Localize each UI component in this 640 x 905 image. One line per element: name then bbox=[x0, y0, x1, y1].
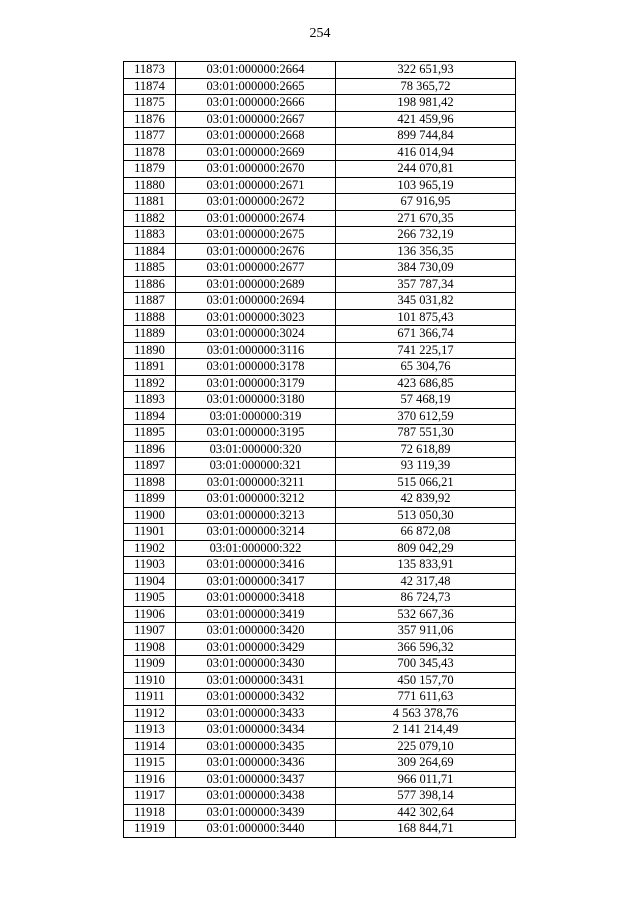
row-number-cell: 11885 bbox=[124, 260, 176, 277]
cadastral-number-cell: 03:01:000000:2671 bbox=[176, 177, 336, 194]
row-number-cell: 11883 bbox=[124, 227, 176, 244]
cadastral-value-cell: 42 317,48 bbox=[336, 573, 516, 590]
cadastral-value-cell: 93 119,39 bbox=[336, 458, 516, 475]
table-row bbox=[124, 656, 516, 673]
table-row bbox=[124, 722, 516, 739]
cadastral-number-cell: 03:01:000000:2694 bbox=[176, 293, 336, 310]
table-row bbox=[124, 309, 516, 326]
table-row bbox=[124, 474, 516, 491]
cadastral-number-cell: 03:01:000000:3213 bbox=[176, 507, 336, 524]
cadastral-number-cell: 03:01:000000:2670 bbox=[176, 161, 336, 178]
cadastral-value-cell: 370 612,59 bbox=[336, 408, 516, 425]
cadastral-number-cell: 03:01:000000:2677 bbox=[176, 260, 336, 277]
cadastral-value-cell: 532 667,36 bbox=[336, 606, 516, 623]
table-row bbox=[124, 540, 516, 557]
cadastral-value-cell: 168 844,71 bbox=[336, 821, 516, 838]
cadastral-number-cell: 03:01:000000:3023 bbox=[176, 309, 336, 326]
table-row bbox=[124, 260, 516, 277]
table-row bbox=[124, 606, 516, 623]
cadastral-number-cell: 03:01:000000:3437 bbox=[176, 771, 336, 788]
cadastral-value-cell: 57 468,19 bbox=[336, 392, 516, 409]
row-number-cell: 11906 bbox=[124, 606, 176, 623]
cadastral-value-cell: 225 079,10 bbox=[336, 738, 516, 755]
cadastral-number-cell: 03:01:000000:2676 bbox=[176, 243, 336, 260]
table-row bbox=[124, 62, 516, 79]
cadastral-value-cell: 416 014,94 bbox=[336, 144, 516, 161]
page-number: 254 bbox=[309, 26, 331, 41]
table-row bbox=[124, 705, 516, 722]
cadastral-number-cell: 03:01:000000:3214 bbox=[176, 524, 336, 541]
row-number-cell: 11903 bbox=[124, 557, 176, 574]
cadastral-value-cell: 787 551,30 bbox=[336, 425, 516, 442]
cadastral-value-table bbox=[123, 61, 516, 838]
table-row bbox=[124, 524, 516, 541]
cadastral-number-cell: 03:01:000000:3436 bbox=[176, 755, 336, 772]
cadastral-number-cell: 03:01:000000:2668 bbox=[176, 128, 336, 145]
row-number-cell: 11880 bbox=[124, 177, 176, 194]
cadastral-value-cell: 198 981,42 bbox=[336, 95, 516, 112]
table-row bbox=[124, 342, 516, 359]
row-number-cell: 11890 bbox=[124, 342, 176, 359]
cadastral-value-cell: 450 157,70 bbox=[336, 672, 516, 689]
row-number-cell: 11902 bbox=[124, 540, 176, 557]
cadastral-value-cell: 357 787,34 bbox=[336, 276, 516, 293]
cadastral-number-cell: 03:01:000000:2664 bbox=[176, 62, 336, 79]
cadastral-number-cell: 03:01:000000:3433 bbox=[176, 705, 336, 722]
cadastral-value-cell: 423 686,85 bbox=[336, 375, 516, 392]
cadastral-value-cell: 72 618,89 bbox=[336, 441, 516, 458]
table-row bbox=[124, 326, 516, 343]
cadastral-number-cell: 03:01:000000:3195 bbox=[176, 425, 336, 442]
cadastral-number-cell: 03:01:000000:2674 bbox=[176, 210, 336, 227]
table-row bbox=[124, 128, 516, 145]
row-number-cell: 11895 bbox=[124, 425, 176, 442]
cadastral-number-cell: 03:01:000000:3116 bbox=[176, 342, 336, 359]
cadastral-value-cell: 244 070,81 bbox=[336, 161, 516, 178]
table-row bbox=[124, 458, 516, 475]
cadastral-number-cell: 03:01:000000:2675 bbox=[176, 227, 336, 244]
table-row bbox=[124, 375, 516, 392]
table-row bbox=[124, 227, 516, 244]
cadastral-number-cell: 03:01:000000:3432 bbox=[176, 689, 336, 706]
table-row bbox=[124, 821, 516, 838]
cadastral-number-cell: 03:01:000000:3417 bbox=[176, 573, 336, 590]
row-number-cell: 11901 bbox=[124, 524, 176, 541]
cadastral-value-cell: 741 225,17 bbox=[336, 342, 516, 359]
cadastral-value-cell: 101 875,43 bbox=[336, 309, 516, 326]
cadastral-number-cell: 03:01:000000:2689 bbox=[176, 276, 336, 293]
row-number-cell: 11873 bbox=[124, 62, 176, 79]
row-number-cell: 11898 bbox=[124, 474, 176, 491]
cadastral-number-cell: 03:01:000000:321 bbox=[176, 458, 336, 475]
cadastral-value-cell: 66 872,08 bbox=[336, 524, 516, 541]
cadastral-number-cell: 03:01:000000:3212 bbox=[176, 491, 336, 508]
row-number-cell: 11907 bbox=[124, 623, 176, 640]
row-number-cell: 11897 bbox=[124, 458, 176, 475]
row-number-cell: 11881 bbox=[124, 194, 176, 211]
cadastral-number-cell: 03:01:000000:3180 bbox=[176, 392, 336, 409]
cadastral-value-cell: 2 141 214,49 bbox=[336, 722, 516, 739]
table-row bbox=[124, 425, 516, 442]
row-number-cell: 11889 bbox=[124, 326, 176, 343]
cadastral-number-cell: 03:01:000000:3429 bbox=[176, 639, 336, 656]
cadastral-value-cell: 966 011,71 bbox=[336, 771, 516, 788]
row-number-cell: 11912 bbox=[124, 705, 176, 722]
row-number-cell: 11879 bbox=[124, 161, 176, 178]
table-row bbox=[124, 491, 516, 508]
cadastral-value-cell: 515 066,21 bbox=[336, 474, 516, 491]
cadastral-value-cell: 103 965,19 bbox=[336, 177, 516, 194]
table-row bbox=[124, 78, 516, 95]
cadastral-value-cell: 136 356,35 bbox=[336, 243, 516, 260]
cadastral-value-cell: 135 833,91 bbox=[336, 557, 516, 574]
table-row bbox=[124, 243, 516, 260]
row-number-cell: 11875 bbox=[124, 95, 176, 112]
row-number-cell: 11910 bbox=[124, 672, 176, 689]
cadastral-number-cell: 03:01:000000:3440 bbox=[176, 821, 336, 838]
row-number-cell: 11892 bbox=[124, 375, 176, 392]
table-row bbox=[124, 804, 516, 821]
table-row bbox=[124, 111, 516, 128]
row-number-cell: 11909 bbox=[124, 656, 176, 673]
cadastral-number-cell: 03:01:000000:3211 bbox=[176, 474, 336, 491]
table-row bbox=[124, 557, 516, 574]
cadastral-value-cell: 809 042,29 bbox=[336, 540, 516, 557]
table-row bbox=[124, 161, 516, 178]
table-row bbox=[124, 738, 516, 755]
row-number-cell: 11891 bbox=[124, 359, 176, 376]
cadastral-value-cell: 271 670,35 bbox=[336, 210, 516, 227]
row-number-cell: 11876 bbox=[124, 111, 176, 128]
table-row bbox=[124, 276, 516, 293]
cadastral-number-cell: 03:01:000000:320 bbox=[176, 441, 336, 458]
cadastral-value-cell: 577 398,14 bbox=[336, 788, 516, 805]
cadastral-number-cell: 03:01:000000:2669 bbox=[176, 144, 336, 161]
cadastral-number-cell: 03:01:000000:3419 bbox=[176, 606, 336, 623]
table-row bbox=[124, 689, 516, 706]
cadastral-number-cell: 03:01:000000:3418 bbox=[176, 590, 336, 607]
cadastral-number-cell: 03:01:000000:3416 bbox=[176, 557, 336, 574]
table-row bbox=[124, 441, 516, 458]
cadastral-value-cell: 442 302,64 bbox=[336, 804, 516, 821]
table-row bbox=[124, 359, 516, 376]
cadastral-number-cell: 03:01:000000:3179 bbox=[176, 375, 336, 392]
row-number-cell: 11914 bbox=[124, 738, 176, 755]
row-number-cell: 11886 bbox=[124, 276, 176, 293]
cadastral-value-cell: 384 730,09 bbox=[336, 260, 516, 277]
row-number-cell: 11899 bbox=[124, 491, 176, 508]
row-number-cell: 11900 bbox=[124, 507, 176, 524]
cadastral-value-cell: 266 732,19 bbox=[336, 227, 516, 244]
table-row bbox=[124, 144, 516, 161]
cadastral-value-cell: 771 611,63 bbox=[336, 689, 516, 706]
row-number-cell: 11888 bbox=[124, 309, 176, 326]
table-row bbox=[124, 177, 516, 194]
cadastral-number-cell: 03:01:000000:3024 bbox=[176, 326, 336, 343]
cadastral-value-cell: 309 264,69 bbox=[336, 755, 516, 772]
row-number-cell: 11911 bbox=[124, 689, 176, 706]
table-row bbox=[124, 623, 516, 640]
cadastral-number-cell: 03:01:000000:2667 bbox=[176, 111, 336, 128]
row-number-cell: 11884 bbox=[124, 243, 176, 260]
row-number-cell: 11908 bbox=[124, 639, 176, 656]
row-number-cell: 11904 bbox=[124, 573, 176, 590]
cadastral-value-cell: 4 563 378,76 bbox=[336, 705, 516, 722]
table-row bbox=[124, 95, 516, 112]
cadastral-number-cell: 03:01:000000:3438 bbox=[176, 788, 336, 805]
row-number-cell: 11913 bbox=[124, 722, 176, 739]
row-number-cell: 11916 bbox=[124, 771, 176, 788]
row-number-cell: 11878 bbox=[124, 144, 176, 161]
row-number-cell: 11905 bbox=[124, 590, 176, 607]
table-body bbox=[124, 62, 516, 838]
cadastral-number-cell: 03:01:000000:3439 bbox=[176, 804, 336, 821]
cadastral-value-cell: 322 651,93 bbox=[336, 62, 516, 79]
table-row bbox=[124, 210, 516, 227]
row-number-cell: 11887 bbox=[124, 293, 176, 310]
table-row bbox=[124, 392, 516, 409]
row-number-cell: 11896 bbox=[124, 441, 176, 458]
row-number-cell: 11874 bbox=[124, 78, 176, 95]
cadastral-number-cell: 03:01:000000:2666 bbox=[176, 95, 336, 112]
cadastral-value-cell: 366 596,32 bbox=[336, 639, 516, 656]
cadastral-value-cell: 899 744,84 bbox=[336, 128, 516, 145]
row-number-cell: 11919 bbox=[124, 821, 176, 838]
table-row bbox=[124, 639, 516, 656]
cadastral-number-cell: 03:01:000000:3420 bbox=[176, 623, 336, 640]
cadastral-number-cell: 03:01:000000:2672 bbox=[176, 194, 336, 211]
row-number-cell: 11918 bbox=[124, 804, 176, 821]
cadastral-number-cell: 03:01:000000:3434 bbox=[176, 722, 336, 739]
table-row bbox=[124, 573, 516, 590]
cadastral-value-cell: 671 366,74 bbox=[336, 326, 516, 343]
table-row bbox=[124, 755, 516, 772]
table-row bbox=[124, 194, 516, 211]
cadastral-value-cell: 357 911,06 bbox=[336, 623, 516, 640]
cadastral-number-cell: 03:01:000000:322 bbox=[176, 540, 336, 557]
cadastral-value-cell: 700 345,43 bbox=[336, 656, 516, 673]
cadastral-number-cell: 03:01:000000:319 bbox=[176, 408, 336, 425]
row-number-cell: 11917 bbox=[124, 788, 176, 805]
cadastral-value-cell: 345 031,82 bbox=[336, 293, 516, 310]
cadastral-value-cell: 421 459,96 bbox=[336, 111, 516, 128]
cadastral-value-cell: 513 050,30 bbox=[336, 507, 516, 524]
table-row bbox=[124, 788, 516, 805]
table-row bbox=[124, 771, 516, 788]
cadastral-value-cell: 67 916,95 bbox=[336, 194, 516, 211]
cadastral-number-cell: 03:01:000000:3430 bbox=[176, 656, 336, 673]
cadastral-number-cell: 03:01:000000:3431 bbox=[176, 672, 336, 689]
cadastral-number-cell: 03:01:000000:2665 bbox=[176, 78, 336, 95]
row-number-cell: 11893 bbox=[124, 392, 176, 409]
row-number-cell: 11894 bbox=[124, 408, 176, 425]
cadastral-value-cell: 42 839,92 bbox=[336, 491, 516, 508]
table-row bbox=[124, 293, 516, 310]
cadastral-number-cell: 03:01:000000:3435 bbox=[176, 738, 336, 755]
cadastral-value-cell: 86 724,73 bbox=[336, 590, 516, 607]
cadastral-value-cell: 65 304,76 bbox=[336, 359, 516, 376]
cadastral-value-cell: 78 365,72 bbox=[336, 78, 516, 95]
row-number-cell: 11915 bbox=[124, 755, 176, 772]
cadastral-number-cell: 03:01:000000:3178 bbox=[176, 359, 336, 376]
table-row bbox=[124, 507, 516, 524]
row-number-cell: 11877 bbox=[124, 128, 176, 145]
table-row bbox=[124, 408, 516, 425]
table-row bbox=[124, 672, 516, 689]
table-row bbox=[124, 590, 516, 607]
row-number-cell: 11882 bbox=[124, 210, 176, 227]
